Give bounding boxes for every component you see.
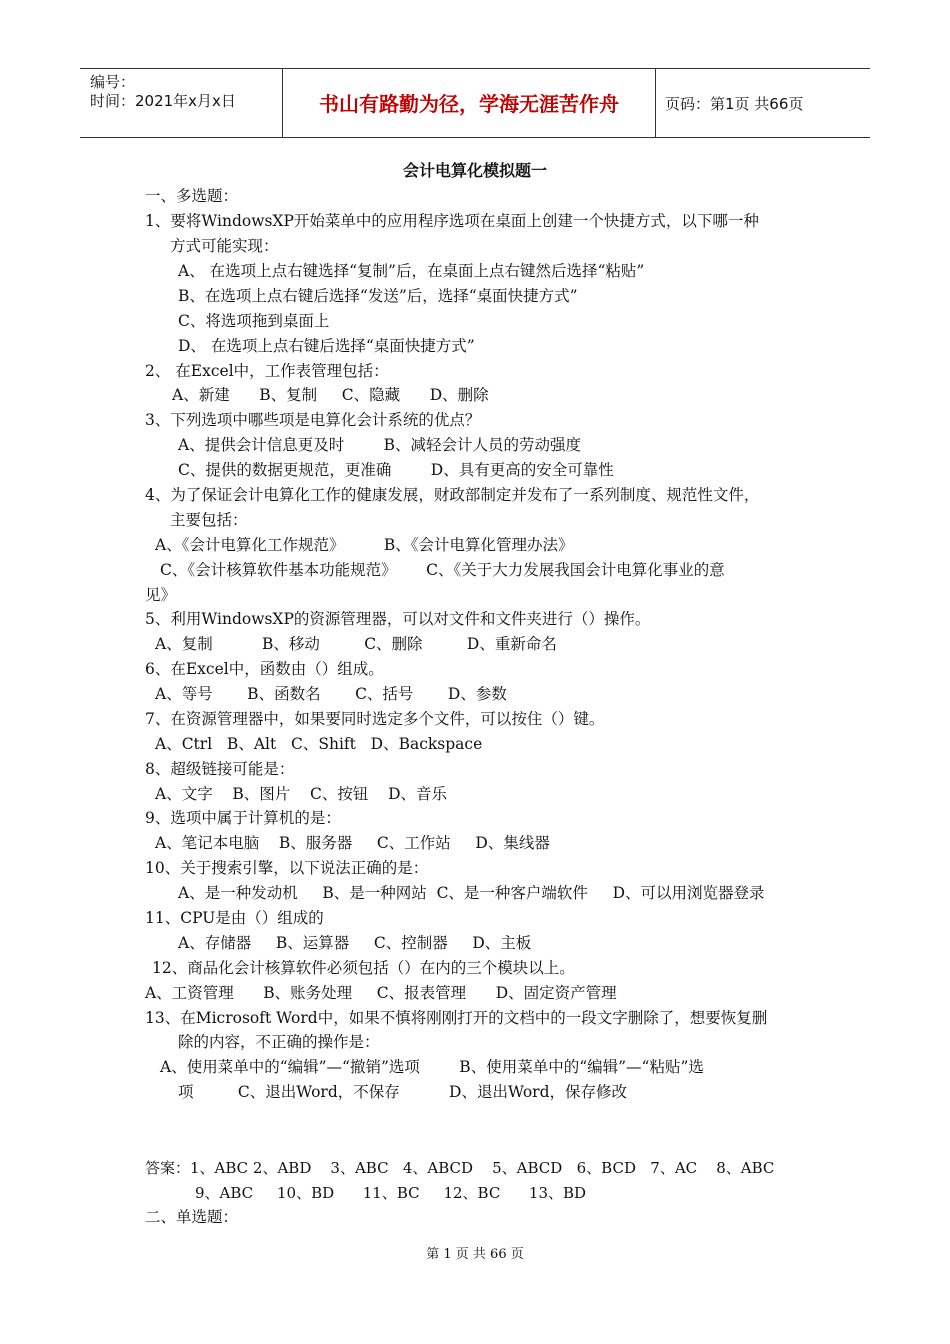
option-line: A、新建 B、复制 C、隐藏 D、删除 (172, 386, 489, 404)
header-right-cell (655, 69, 870, 137)
section-heading: 二、单选题： (145, 1208, 239, 1226)
answer-key: 答案：1、ABC 2、ABD 3、ABC 4、ABCD 5、ABCD 6、BCD 7、AC 8、ABC (145, 1159, 775, 1177)
option-line: A、 在选项上点右键选择“复制”后，在桌面上点右键然后选择“粘贴” (178, 262, 645, 280)
option-line: A、使用菜单中的“编辑”—“撤销”选项 B、使用菜单中的“编辑”—“粘贴”选 (160, 1058, 704, 1076)
question-text: 方式可能实现： (170, 237, 279, 255)
question-text: 2、 在Excel中，工作表管理包括： (145, 362, 389, 380)
answer-key: 9、ABC 10、BD 11、BC 12、BC 13、BD (195, 1184, 587, 1202)
option-line: A、工资管理 B、账务处理 C、报表管理 D、固定资产管理 (145, 984, 617, 1002)
option-line: C、提供的数据更规范，更准确 D、具有更高的安全可靠性 (178, 461, 614, 479)
option-line: A、复制 B、移动 C、删除 D、重新命名 (155, 635, 557, 653)
document-title: 会计电算化模拟题一 (402, 161, 547, 180)
option-line: 见》 (145, 586, 177, 604)
document-number-label: 编号： (90, 73, 136, 91)
option-line: A、提供会计信息更及时 B、减轻会计人员的劳动强度 (178, 436, 582, 454)
option-line: C、将选项拖到桌面上 (178, 312, 330, 330)
question-text: 10、关于搜索引擎，以下说法正确的是： (145, 859, 429, 877)
option-line: A、等号 B、函数名 C、括号 D、参数 (155, 685, 507, 703)
option-line: B、在选项上点右键后选择“发送”后，选择“桌面快捷方式” (178, 287, 578, 305)
option-line: A、《会计电算化工作规范》 B、《会计电算化管理办法》 (155, 536, 574, 554)
option-line: C、《会计核算软件基本功能规范》 C、《关于大力发展我国会计电算化事业的意 (160, 561, 725, 579)
header-motto: 书山有路勤为径，学海无涯苦作舟 (319, 92, 619, 116)
option-line: A、是一种发动机 B、是一种网站 C、是一种客户端软件 D、可以用浏览器登录 (178, 884, 765, 902)
question-text: 12、商品化会计核算软件必须包括（）在内的三个模块以上。 (152, 959, 575, 977)
question-text: 4、为了保证会计电算化工作的健康发展，财政部制定并发布了一系列制度、规范性文件， (145, 486, 760, 504)
question-text: 9、选项中属于计算机的是： (145, 809, 341, 827)
question-text: 6、在Excel中，函数由（）组成。 (145, 660, 384, 678)
document-date-label: 时间：2021年x月x日 (90, 92, 236, 110)
question-text: 3、下列选项中哪些项是电算化会计系统的优点？ (145, 411, 481, 429)
option-line: A、文字 B、图片 C、按钮 D、音乐 (155, 785, 447, 803)
option-line: A、笔记本电脑 B、服务器 C、工作站 D、集线器 (155, 834, 550, 852)
option-line: A、存储器 B、运算器 C、控制器 D、主板 (178, 934, 532, 952)
page-footer: 第 1 页 共 66 页 (426, 1247, 524, 1262)
option-line: D、 在选项上点右键后选择“桌面快捷方式” (178, 337, 475, 355)
option-line: A、Ctrl B、Alt C、Shift D、Backspace (155, 735, 483, 753)
question-text: 主要包括： (170, 511, 248, 529)
header-left-cell (80, 69, 282, 137)
page-header (80, 68, 870, 138)
question-text: 11、CPU是由（）组成的 (145, 909, 324, 927)
question-text: 7、在资源管理器中，如果要同时选定多个文件，可以按住（）键。 (145, 710, 605, 728)
header-center-cell (282, 69, 656, 137)
header-page-label: 页码：第1页 共66页 (665, 95, 804, 113)
option-line: 项 C、退出Word，不保存 D、退出Word，保存修改 (178, 1083, 627, 1101)
question-text: 8、超级链接可能是： (145, 760, 295, 778)
question-text: 1、要将WindowsXP开始菜单中的应用程序选项在桌面上创建一个快捷方式，以下哪一种 (145, 212, 759, 230)
question-text: 5、利用WindowsXP的资源管理器，可以对文件和文件夹进行（）操作。 (145, 610, 651, 628)
question-text: 除的内容，不正确的操作是： (178, 1033, 380, 1051)
section-heading: 一、多选题： (145, 187, 239, 205)
question-text: 13、在Microsoft Word中，如果不慎将刚刚打开的文档中的一段文字删除了，想要恢复删 (145, 1009, 768, 1027)
